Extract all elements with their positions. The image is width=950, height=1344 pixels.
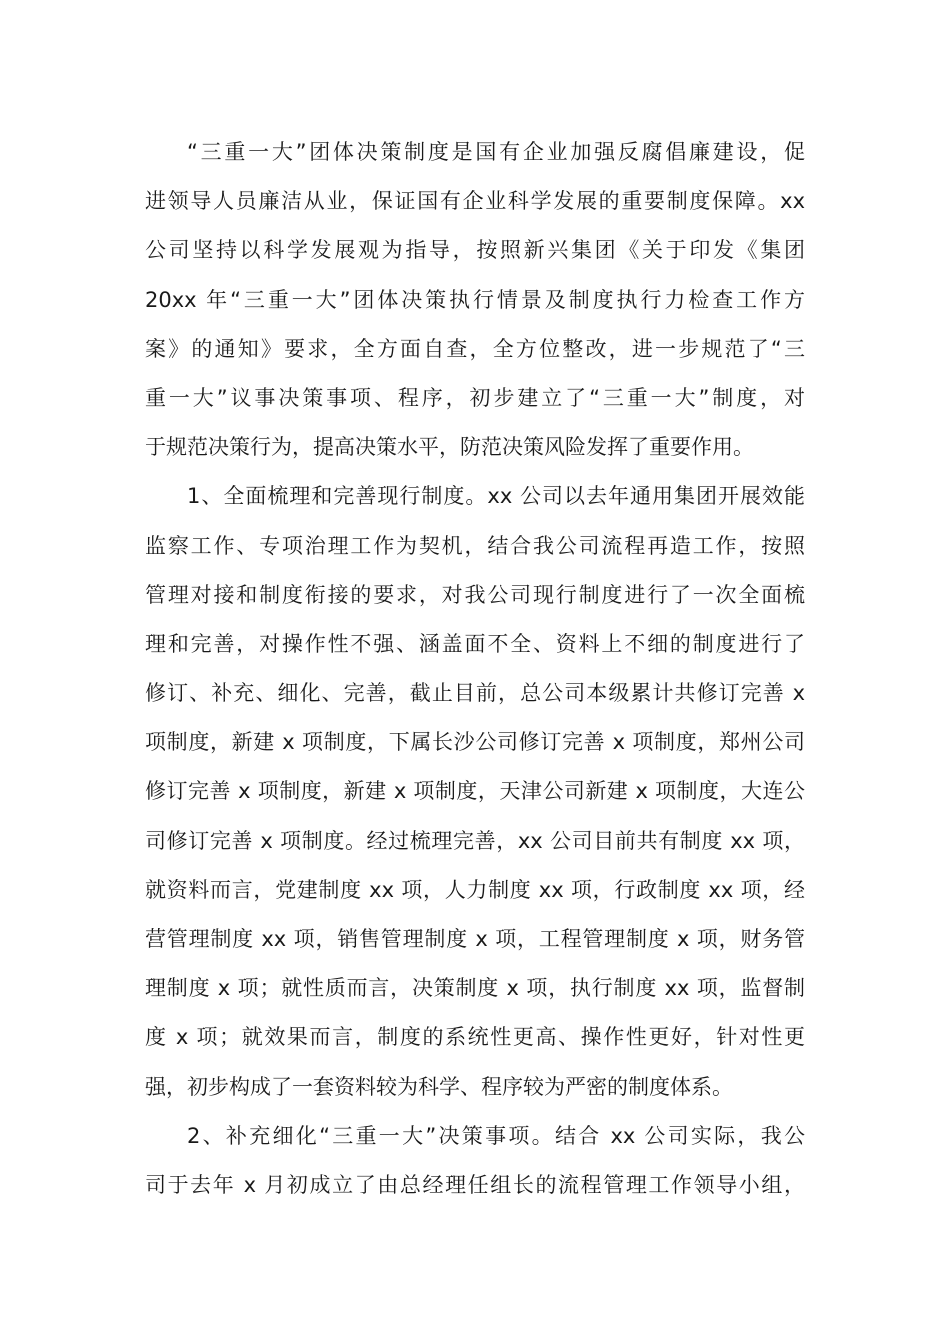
document-body — [145, 128, 805, 1210]
text-line: 于规范决策行为，提高决策水平，防范决策风险发挥了重要作用。 — [145, 435, 754, 460]
text-line: 公司坚持以科学发展观为指导，按照新兴集团《关于印发《集团 — [145, 238, 805, 263]
text-line: “三重一大”团体决策制度是国有企业加强反腐倡廉建设，促 — [187, 140, 805, 164]
text-line: 理和完善，对操作性不强、涵盖面不全、资料上不细的制度进行了 — [145, 631, 805, 656]
text-line: 重一大”议事决策事项、程序，初步建立了“三重一大”制度，对 — [145, 385, 805, 410]
text-line: 监察工作、专项治理工作为契机，结合我公司流程再造工作，按照 — [145, 533, 805, 558]
text-line: 修订、补充、细化、完善，截止目前，总公司本级累计共修订完善 x — [145, 681, 805, 706]
text-line: 理制度 x 项；就性质而言，决策制度 x 项，执行制度 xx 项，监督制 — [145, 976, 805, 1001]
paragraph-item-2 — [145, 1112, 805, 1210]
text-line: 20xx 年“三重一大”团体决策执行情景及制度执行力检查工作方 — [145, 287, 805, 312]
text-line: 强，初步构成了一套资料较为科学、程序较为严密的制度体系。 — [145, 1074, 733, 1099]
text-line: 就资料而言，党建制度 xx 项，人力制度 xx 项，行政制度 xx 项，经 — [145, 877, 805, 902]
text-line: 修订完善 x 项制度，新建 x 项制度，天津公司新建 x 项制度，大连公 — [145, 779, 805, 804]
text-line: 进领导人员廉洁从业，保证国有企业科学发展的重要制度保障。xx — [145, 189, 805, 214]
paragraph-item-1 — [145, 472, 805, 1111]
text-line: 司修订完善 x 项制度。经过梳理完善，xx 公司目前共有制度 xx 项， — [145, 828, 805, 853]
paragraph-intro — [145, 128, 805, 472]
text-line: 司于去年 x 月初成立了由总经理任组长的流程管理工作领导小组， — [145, 1172, 805, 1197]
text-line: 管理对接和制度衔接的要求，对我公司现行制度进行了一次全面梳 — [145, 582, 805, 607]
text-line: 度 x 项；就效果而言，制度的系统性更高、操作性更好，针对性更 — [145, 1025, 805, 1050]
text-line: 2、补充细化“三重一大”决策事项。结合 xx 公司实际，我公 — [187, 1123, 805, 1148]
text-line: 项制度，新建 x 项制度，下属长沙公司修订完善 x 项制度，郑州公司 — [145, 730, 805, 755]
text-line: 案》的通知》要求，全方面自查，全方位整改，进一步规范了“三 — [145, 336, 805, 361]
text-line: 1、全面梳理和完善现行制度。xx 公司以去年通用集团开展效能 — [187, 484, 805, 509]
text-line: 营管理制度 xx 项，销售管理制度 x 项，工程管理制度 x 项，财务管 — [145, 927, 805, 951]
